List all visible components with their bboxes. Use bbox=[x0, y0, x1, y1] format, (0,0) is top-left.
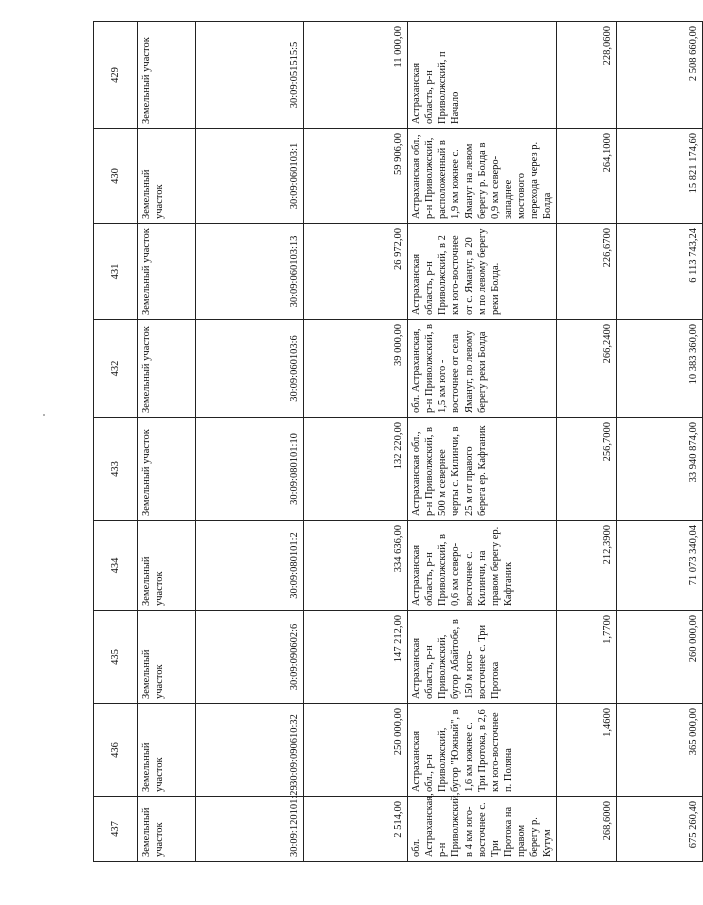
cadastral-number-cell: 30:09:120101:29 bbox=[196, 797, 304, 862]
area-cell: 39 000,00 bbox=[304, 320, 408, 418]
area-cell: 334 636,00 bbox=[304, 521, 408, 611]
cadastral-cost-cell: 33 940 874,00 bbox=[617, 418, 703, 521]
row-number-cell: 435 bbox=[94, 611, 138, 704]
area-cell: 26 972,00 bbox=[304, 224, 408, 320]
area-cell: 147 212,00 bbox=[304, 611, 408, 704]
object-type-cell: Земельный участок bbox=[138, 797, 196, 862]
field-row-address bbox=[408, 22, 557, 862]
scan-speck bbox=[43, 414, 45, 416]
cadastral-number-cell: 30:09:060103:13 bbox=[196, 224, 304, 320]
cadastral-number-cell: 30:09:051515:5 bbox=[196, 22, 304, 129]
rotated-table-container bbox=[93, 22, 700, 862]
field-row-area bbox=[304, 22, 408, 862]
price-per-unit-cell: 212,3900 bbox=[557, 521, 617, 611]
field-row-price-per-unit bbox=[557, 22, 617, 862]
cadastral-number-cell: 30:09:090610:32 bbox=[196, 704, 304, 797]
address-cell: Астраханская область, р-н Приволжский, в 0,6 км северо-восточнее с. Килинчи, на правом берегу ер. Кафтаник bbox=[408, 521, 557, 611]
object-type-cell: Земельный участок bbox=[138, 320, 196, 418]
address-cell: Астраханская область, р-н Приволжский, в 2 км юго-восточнее от с. Ямануг, в 20 м по левому берегу реки Болда. bbox=[408, 224, 557, 320]
area-cell: 2 514,00 bbox=[304, 797, 408, 862]
cadastral-cost-cell: 6 113 743,24 bbox=[617, 224, 703, 320]
cadastral-cost-cell: 71 073 340,04 bbox=[617, 521, 703, 611]
address-cell: Астраханская обл., р-н Приволжский, расположенный в 1,9 км южнее с. Ямануг на левом берегу р. Болда в 0,9 км северо-западнее мостового перехода через р. Болда bbox=[408, 129, 557, 224]
cadastral-number-cell: 30:09:060103:1 bbox=[196, 129, 304, 224]
object-type-cell: Земельный участок bbox=[138, 22, 196, 129]
cadastral-number-cell: 30:09:080101:2 bbox=[196, 521, 304, 611]
cadastral-number-cell: 30:09:090602:6 bbox=[196, 611, 304, 704]
field-row-object-type bbox=[138, 22, 196, 862]
area-cell: 132 220,00 bbox=[304, 418, 408, 521]
area-cell: 11 000,00 bbox=[304, 22, 408, 129]
price-per-unit-cell: 264,1000 bbox=[557, 129, 617, 224]
price-per-unit-cell: 1,4600 bbox=[557, 704, 617, 797]
object-type-cell: Земельный участок bbox=[138, 611, 196, 704]
area-cell: 59 906,00 bbox=[304, 129, 408, 224]
address-cell: Астраханская обл., р-н Приволжский, в 500 м севернее черты с. Килинчи, в 25 м от правого берега ер. Кафтаник bbox=[408, 418, 557, 521]
address-cell: обл. Астраханская, р-н Приволжский, в 1,5 км юго - восточнее от села Ямануг, по левому берегу реки Болда bbox=[408, 320, 557, 418]
address-cell: Астраханская область, р-н Приволжский, бугор Абайтобе, в 150 м юго-восточнее с. Три Протока bbox=[408, 611, 557, 704]
price-per-unit-cell: 226,6700 bbox=[557, 224, 617, 320]
field-row-cadastral-number bbox=[196, 22, 304, 862]
object-type-cell: Земельный участок bbox=[138, 418, 196, 521]
cadastral-cost-cell: 10 383 360,00 bbox=[617, 320, 703, 418]
land-plots-table bbox=[93, 21, 703, 862]
cadastral-cost-cell: 365 000,00 bbox=[617, 704, 703, 797]
row-number-cell: 431 bbox=[94, 224, 138, 320]
object-type-cell: Земельный участок bbox=[138, 129, 196, 224]
object-type-cell: Земельный участок bbox=[138, 521, 196, 611]
cadastral-cost-cell: 2 508 660,00 bbox=[617, 22, 703, 129]
row-number-cell: 430 bbox=[94, 129, 138, 224]
price-per-unit-cell: 268,6000 bbox=[557, 797, 617, 862]
row-number-cell: 437 bbox=[94, 797, 138, 862]
row-number-cell: 434 bbox=[94, 521, 138, 611]
field-row-cadastral-cost bbox=[617, 22, 703, 862]
address-cell: обл. Астраханская, р-н Приволжский, в 4 км юго-восточнее с. Три Протока на правом берегу р. Кутум bbox=[408, 797, 557, 862]
price-per-unit-cell: 256,7000 bbox=[557, 418, 617, 521]
price-per-unit-cell: 1,7700 bbox=[557, 611, 617, 704]
cadastral-cost-cell: 15 821 174,60 bbox=[617, 129, 703, 224]
area-cell: 250 000,00 bbox=[304, 704, 408, 797]
cadastral-cost-cell: 260 000,00 bbox=[617, 611, 703, 704]
row-number-cell: 432 bbox=[94, 320, 138, 418]
price-per-unit-cell: 266,2400 bbox=[557, 320, 617, 418]
price-per-unit-cell: 228,0600 bbox=[557, 22, 617, 129]
object-type-cell: Земельный участок bbox=[138, 224, 196, 320]
row-number-cell: 433 bbox=[94, 418, 138, 521]
row-number-cell: 429 bbox=[94, 22, 138, 129]
object-type-cell: Земельный участок bbox=[138, 704, 196, 797]
row-number-cell: 436 bbox=[94, 704, 138, 797]
cadastral-cost-cell: 675 260,40 bbox=[617, 797, 703, 862]
address-cell: Астраханская область, р-н Приволжский, п Начало bbox=[408, 22, 557, 129]
address-cell: Астраханская обл., р-н Приволжский, бугор "Южный", в 1,6 км южнее с. Три Протока, в 2,6 км юго-восточнее п. Поляна bbox=[408, 704, 557, 797]
field-row-row-number bbox=[94, 22, 138, 862]
cadastral-number-cell: 30:09:060103:6 bbox=[196, 320, 304, 418]
cadastral-number-cell: 30:09:080101:10 bbox=[196, 418, 304, 521]
